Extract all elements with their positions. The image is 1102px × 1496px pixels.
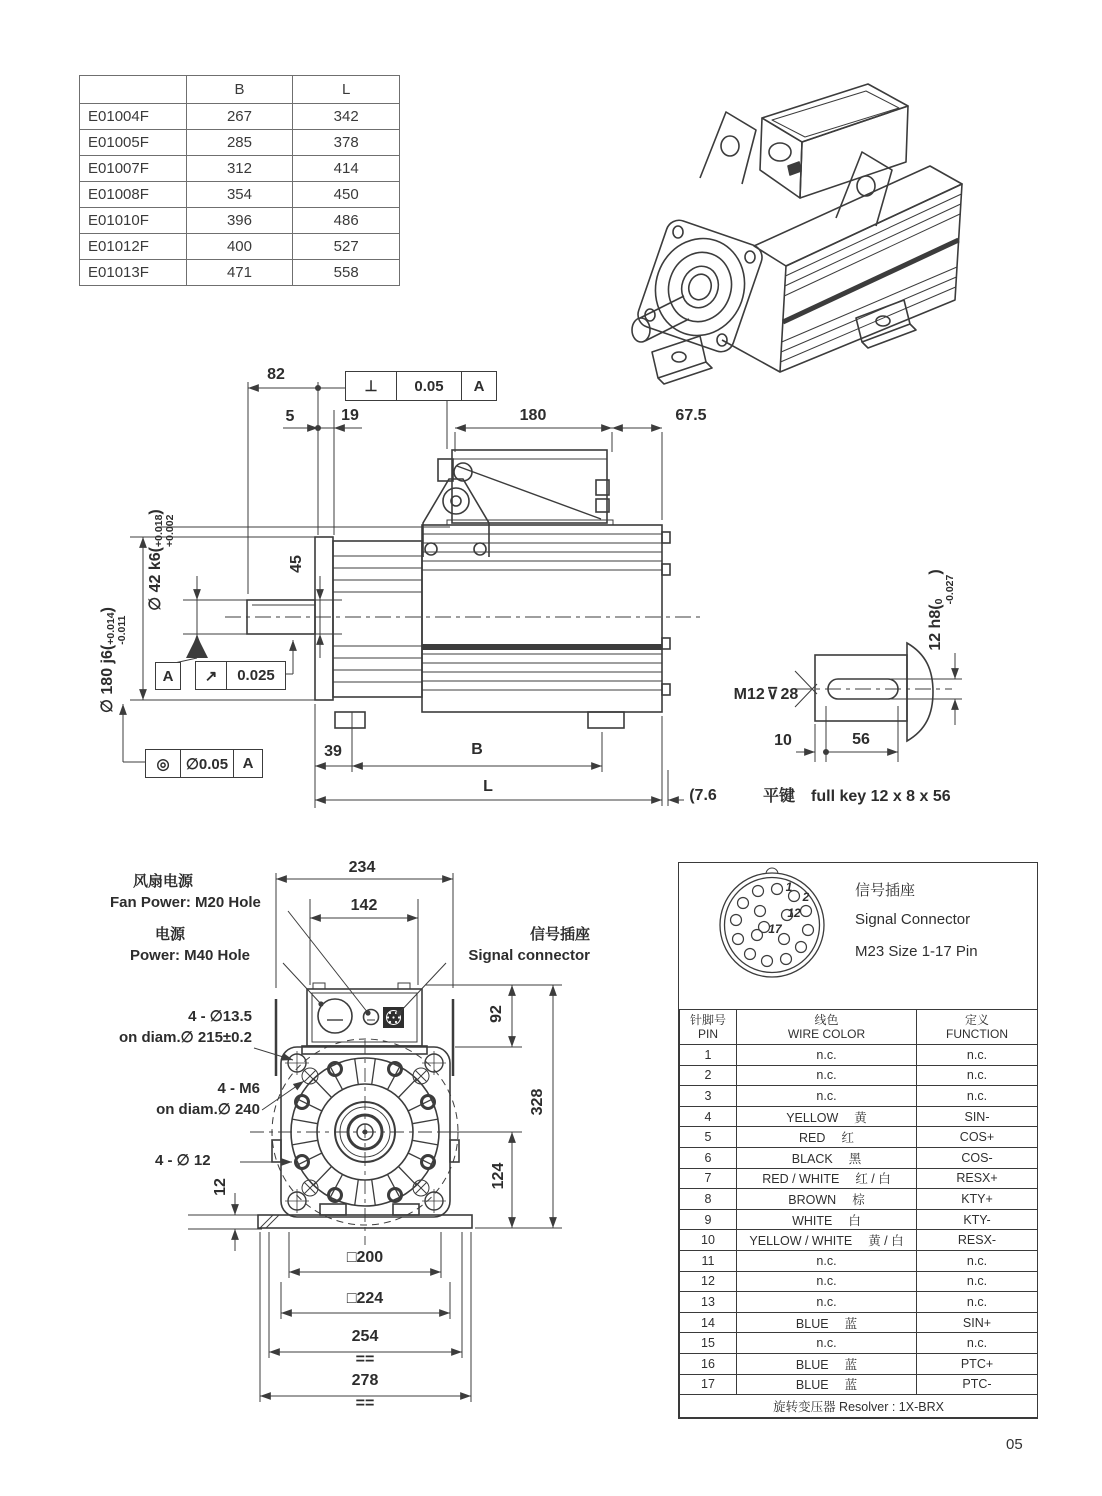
- dim-39: 39: [324, 743, 342, 760]
- pin-2-label: 2: [802, 890, 810, 904]
- dim-278: 278: [351, 1372, 379, 1389]
- table-row: E01008F 354 450: [80, 182, 400, 208]
- dim-142: 142: [350, 897, 378, 914]
- dim-67-5: 67.5: [675, 407, 707, 424]
- front-view-outline: [250, 983, 480, 1245]
- dim-5: 5: [285, 408, 295, 425]
- table-row: E01007F 312 414: [80, 156, 400, 182]
- connector-title-cn: 信号插座: [855, 882, 916, 899]
- pin-row: 4 YELLOW 黄 SIN-: [680, 1106, 1038, 1127]
- pin-header: 针脚号 PIN: [680, 1010, 737, 1045]
- function-header: 定义 FUNCTION: [917, 1010, 1038, 1045]
- key-note: 平键 full key 12 x 8 x 56: [763, 788, 951, 805]
- table-row: E01013F 471 558: [80, 260, 400, 286]
- table-row: E01010F 396 486: [80, 208, 400, 234]
- table-header-row: [80, 76, 400, 104]
- signal-connector-label: 信号插座 Signal connector: [468, 926, 590, 964]
- shaft-diameter-label: ∅ 42 k6( +0.018 +0.002 ): [147, 509, 176, 611]
- pin-12-label: 12: [787, 906, 801, 920]
- connector-size: M23 Size 1-17 Pin: [855, 943, 978, 960]
- pin-17-label: 17: [768, 922, 782, 936]
- pin-row: 5 RED 红 COS+: [680, 1127, 1038, 1148]
- pin-row: 11 n.c. n.c.: [680, 1250, 1038, 1271]
- table-row: E01004F 267 342: [80, 104, 400, 130]
- pin-row: 15 n.c. n.c.: [680, 1333, 1038, 1354]
- connector-title-en: Signal Connector: [855, 911, 971, 928]
- dim-45: 45: [288, 555, 305, 573]
- pin-table-header-row: [680, 1010, 1038, 1045]
- dim-12: 12: [212, 1178, 229, 1196]
- holes-m6-label: 4 - M6 on diam.∅ 240: [156, 1080, 260, 1118]
- dim-L: L: [483, 778, 493, 795]
- holes-12-label: 4 - ∅ 12: [155, 1152, 211, 1169]
- pin-row: 17 BLUE 蓝 PTC-: [680, 1374, 1038, 1395]
- pin-row: 7 RED / WHITE 红 / 白 RESX+: [680, 1168, 1038, 1189]
- runout-icon: ↗: [196, 662, 227, 689]
- page-number: 05: [1006, 1436, 1023, 1453]
- b-header: B: [186, 76, 293, 104]
- pin-row: 9 WHITE 白 KTY-: [680, 1209, 1038, 1230]
- dim-7-6: (7.6: [689, 787, 717, 804]
- size-table: [79, 75, 400, 286]
- wire-color-header: 线色 WIRE COLOR: [737, 1010, 917, 1045]
- l-header: L: [293, 76, 400, 104]
- pin-row: 14 BLUE 蓝 SIN+: [680, 1312, 1038, 1333]
- dim-200: □200: [346, 1249, 384, 1266]
- perpendicularity-fcf: ⊥ 0.05 A: [345, 371, 497, 401]
- table-row: E01012F 400 527: [80, 234, 400, 260]
- pin-row: 1 n.c. n.c.: [680, 1045, 1038, 1066]
- power-label: 电源 Power: M40 Hole: [130, 926, 251, 964]
- holes-13-5-label: 4 - ∅13.5 on diam.∅ 215±0.2: [118, 1008, 252, 1046]
- concentricity-icon: ◎: [146, 750, 181, 777]
- pin-row: 12 n.c. n.c.: [680, 1271, 1038, 1292]
- dim-234: 234: [348, 859, 376, 876]
- pin-1-label: 1: [785, 880, 793, 894]
- dim-180: 180: [519, 407, 547, 424]
- connector-header: [679, 863, 1037, 1009]
- pin-row: 8 BROWN 棕 KTY+: [680, 1189, 1038, 1210]
- dim-254: 254: [351, 1328, 379, 1345]
- dim-B: B: [471, 741, 483, 758]
- equals-mark: ==: [355, 1395, 375, 1412]
- pin-row: 13 n.c. n.c.: [680, 1292, 1038, 1313]
- dim-82: 82: [267, 366, 285, 383]
- pin-row: 3 n.c. n.c.: [680, 1086, 1038, 1107]
- runout-fcf: ↗ 0.025: [195, 661, 286, 690]
- dim-124: 124: [490, 1162, 507, 1190]
- dim-10: 10: [774, 732, 792, 749]
- shaft-end-detail: [795, 643, 962, 762]
- signal-connector-table: [678, 862, 1038, 1419]
- fan-power-label: 风扇电源 Fan Power: M20 Hole: [110, 873, 261, 911]
- key-height-label: 12 h8( 0 -0.027 ): [927, 569, 956, 651]
- perpendicularity-icon: ⊥: [346, 372, 397, 400]
- pin-assignment-table: [679, 1009, 1038, 1418]
- pin-row: 6 BLACK 黑 COS-: [680, 1147, 1038, 1168]
- pin-row: 10 YELLOW / WHITE 黄 / 白 RESX-: [680, 1230, 1038, 1251]
- concentricity-fcf: ◎ ∅0.05 A: [145, 749, 263, 778]
- pin-row: 2 n.c. n.c.: [680, 1065, 1038, 1086]
- table-row: E01005F 285 378: [80, 130, 400, 156]
- dim-224: □224: [346, 1290, 384, 1307]
- dim-92: 92: [488, 1005, 505, 1023]
- dim-19: 19: [341, 407, 359, 424]
- datum-a-box: A: [155, 662, 181, 690]
- isometric-motor-view: [632, 84, 962, 384]
- depth-icon: ⊽: [766, 686, 779, 703]
- flange-diameter-label: ∅ 180 j6( +0.014 -0.011 ): [99, 607, 128, 713]
- model-header: [80, 76, 187, 104]
- pin-row: 16 BLUE 蓝 PTC+: [680, 1353, 1038, 1374]
- side-view-outline: [225, 450, 700, 728]
- dim-328: 328: [529, 1088, 546, 1116]
- resolver-footer-row: 旋转变压器 Resolver : 1X-BRX: [680, 1395, 1038, 1418]
- dim-56: 56: [852, 731, 870, 748]
- side-view-dimensions: [123, 382, 684, 808]
- thread-depth-label: M12 ⊽ 28: [733, 686, 799, 703]
- equals-mark: ==: [355, 1351, 375, 1368]
